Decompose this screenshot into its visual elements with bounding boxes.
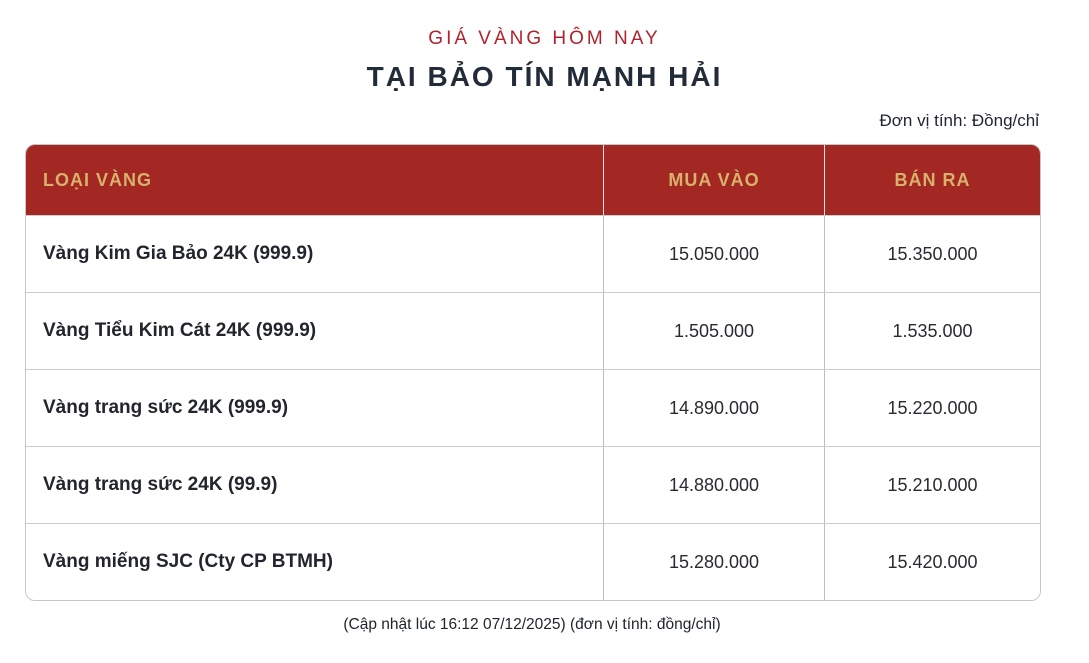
table-row (26, 369, 1040, 446)
column-header-gold-type: LOẠI VÀNG (43, 169, 153, 190)
gold-type-label: Vàng trang sức 24K (999.9) (43, 397, 289, 418)
column-header-sell: BÁN RA (824, 145, 1040, 215)
gold-type-label: Vàng miếng SJC (Cty CP BTMH) (43, 551, 333, 572)
gold-type-label: Vàng Kim Gia Bảo 24K (999.9) (43, 243, 314, 264)
unit-note: Đơn vị tính: Đồng/chỉ (879, 111, 1039, 130)
update-timestamp-note: (Cập nhật lúc 16:12 07/12/2025) (đơn vị tính: đồng/chỉ) (343, 616, 721, 633)
gold-type-label: Vàng Tiểu Kim Cát 24K (999.9) (43, 320, 317, 341)
buy-price: 1.505.000 (603, 293, 824, 369)
sell-price: 15.210.000 (824, 447, 1040, 523)
gold-type-label: Vàng trang sức 24K (99.9) (43, 474, 278, 495)
column-header-buy: MUA VÀO (603, 145, 824, 215)
page-subtitle: GIÁ VÀNG HÔM NAY (428, 28, 661, 49)
sell-price: 15.220.000 (824, 370, 1040, 446)
table-row (26, 215, 1040, 292)
buy-price: 14.890.000 (603, 370, 824, 446)
buy-price: 15.050.000 (603, 216, 824, 292)
table-row (26, 446, 1040, 523)
sell-price: 15.420.000 (824, 524, 1040, 600)
sell-price: 15.350.000 (824, 216, 1040, 292)
table-header-row (26, 145, 1040, 215)
gold-price-table (25, 144, 1041, 601)
sell-price: 1.535.000 (824, 293, 1040, 369)
table-row (26, 523, 1040, 600)
buy-price: 15.280.000 (603, 524, 824, 600)
buy-price: 14.880.000 (603, 447, 824, 523)
page-title: TẠI BẢO TÍN MẠNH HẢI (366, 61, 723, 92)
table-row (26, 292, 1040, 369)
